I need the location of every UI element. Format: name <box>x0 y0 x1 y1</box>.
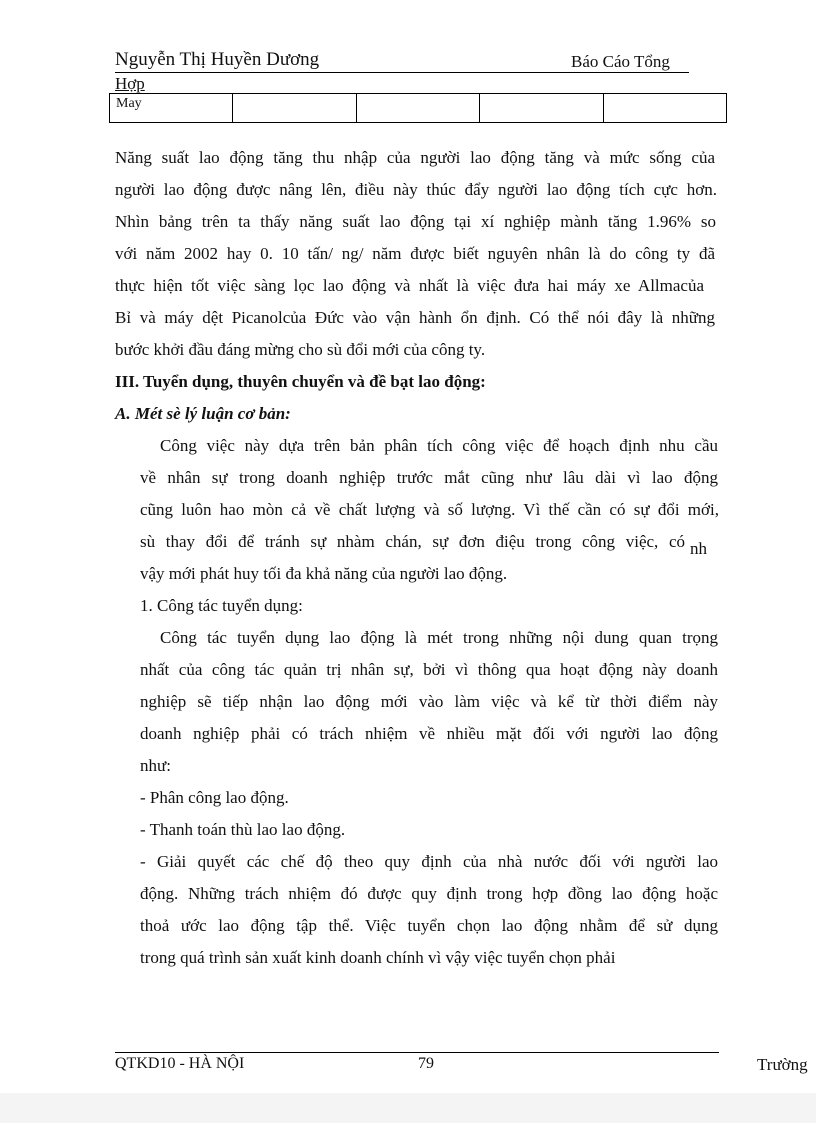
footer-left: QTKD10 - HÀ NỘI <box>115 1055 245 1072</box>
table-cell <box>480 94 603 123</box>
table-cell-label: May <box>110 94 233 123</box>
body-line: nghiệp sẽ tiếp nhận lao động mới vào làm việc và kể từ thời điểm này <box>140 692 718 711</box>
table-cell <box>356 94 479 123</box>
body-line: trong quá trình sản xuất kinh doanh chính vì vậy việc tuyển chọn phải <box>140 948 616 967</box>
body-line: bước khởi đầu đáng mừng cho sù đổi mới của công ty. <box>115 340 486 359</box>
header-report-title: Báo Cáo Tổng <box>571 52 670 71</box>
list-item: - Phân công lao động. <box>140 788 289 807</box>
body-line: với năm 2002 hay 0. 10 tấn/ ng/ năm được biết nguyên nhân là do công ty đã <box>115 244 715 263</box>
body-line: thoả ước lao động tập thể. Việc tuyển chọn lao động nhằm để sử dụng <box>140 916 718 935</box>
body-line: vậy mới phát huy tối đa khả năng của người lao động. <box>140 564 508 583</box>
data-table-fragment <box>109 93 727 123</box>
table-cell <box>603 94 726 123</box>
header-rule <box>115 72 689 73</box>
list-item: - Thanh toán thù lao lao động. <box>140 820 346 839</box>
sub-heading: A. Mét sè lý luận cơ bản: <box>115 404 291 423</box>
body-line: Năng suất lao động tăng thu nhập của người lao động tăng và mức sống của <box>115 148 715 167</box>
body-line-fragment: nh <box>690 539 707 558</box>
table-cell <box>233 94 356 123</box>
body-line: thực hiện tốt việc sàng lọc lao động và nhất là việc đưa hai máy xe Allmacủa <box>115 276 704 295</box>
page-bottom-band <box>0 1093 816 1123</box>
body-line: về nhân sự trong doanh nghiệp trước mắt cũng như lâu dài vì lao động <box>140 468 718 487</box>
table-row <box>110 94 727 123</box>
footer-right: Trường <box>757 1055 808 1074</box>
header-author: Nguyễn Thị Huyền Dương <box>115 49 320 70</box>
body-line: sù thay đổi để tránh sự nhàm chán, sự đơn điệu trong công việc, có <box>140 532 685 551</box>
body-line: Bỉ và máy dệt Picanolcủa Đức vào vận hành ổn định. Có thể nói đây là những <box>115 308 715 327</box>
item-heading: 1. Công tác tuyển dụng: <box>140 596 303 615</box>
body-line: nhất của công tác quản trị nhân sự, bởi vì thông qua hoạt động này doanh <box>140 660 718 679</box>
section-heading: III. Tuyển dụng, thuyên chuyển và đề bạt lao động: <box>115 372 486 391</box>
body-line: Công việc này dựa trên bản phân tích công việc để hoạch định nhu cầu <box>160 436 718 455</box>
page-number: 79 <box>418 1055 434 1072</box>
body-line: cũng luôn hao mòn cả về chất lượng và số lượng. Vì thế cần có sự đổi mới, <box>140 500 719 519</box>
body-line: Công tác tuyển dụng lao động là mét trong những nội dung quan trọng <box>160 628 718 647</box>
footer-rule <box>115 1052 719 1053</box>
header-report-title-cont: Hợp <box>115 74 145 93</box>
body-line: như: <box>140 756 171 775</box>
body-line: Nhìn bảng trên ta thấy năng suất lao động tại xí nghiệp mành tăng 1.96% so <box>115 212 716 231</box>
body-line: động. Những trách nhiệm đó được quy định trong hợp đồng lao động hoặc <box>140 884 718 903</box>
body-line: doanh nghiệp phải có trách nhiệm về nhiều mặt đối với người lao động <box>140 724 718 743</box>
list-item: - Giải quyết các chế độ theo quy định của nhà nước đối với người lao <box>140 852 718 871</box>
body-line: người lao động được nâng lên, điều này thúc đẩy người lao động tích cực hơn. <box>115 180 717 199</box>
